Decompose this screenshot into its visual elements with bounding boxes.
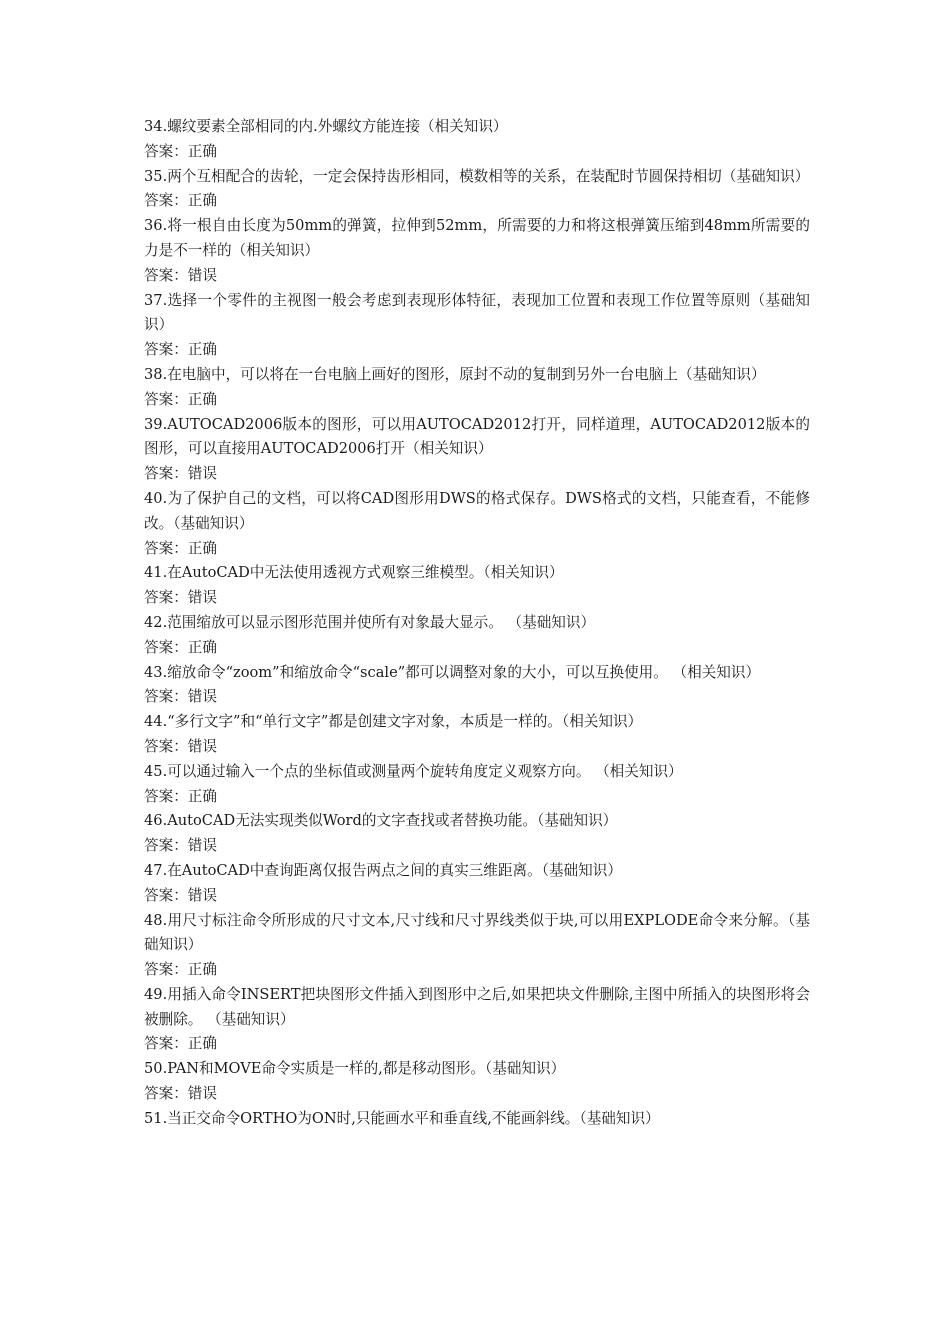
answer-49: 答案：正确 xyxy=(144,1035,217,1053)
question-45: 45.可以通过输入一个点的坐标值或测量两个旋转角度定义观察方向。 （相关知识） xyxy=(144,762,683,780)
question-41: 41.在AutoCAD中无法使用透视方式观察三维模型。（相关知识） xyxy=(144,564,564,582)
answer-50: 答案：错误 xyxy=(144,1085,217,1103)
answer-35: 答案：正确 xyxy=(144,192,217,210)
answer-47: 答案：错误 xyxy=(144,886,217,904)
question-35: 35.两个互相配合的齿轮，一定会保持齿形相同，模数相等的关系，在装配时节圆保持相切（基础知识） xyxy=(144,167,810,185)
document-page xyxy=(144,115,810,1132)
question-36: 36.将一根自由长度为50mm的弹簧，拉伸到52mm，所需要的力和将这根弹簧压缩到48mm所需要的力是不一样的（相关知识） xyxy=(144,217,810,259)
answer-43: 答案：错误 xyxy=(144,688,217,706)
answer-42: 答案：正确 xyxy=(144,638,217,656)
answer-41: 答案：错误 xyxy=(144,589,217,607)
question-42: 42.范围缩放可以显示图形范围并使所有对象最大显示。 （基础知识） xyxy=(144,613,596,631)
answer-44: 答案：错误 xyxy=(144,737,217,755)
question-43: 43.缩放命令“zoom”和缩放命令“scale”都可以调整对象的大小，可以互换使用。 （相关知识） xyxy=(144,663,761,681)
answer-38: 答案：正确 xyxy=(144,390,217,408)
question-37: 37.选择一个零件的主视图一般会考虑到表现形体特征，表现加工位置和表现工作位置等原则（基础知识） xyxy=(144,291,810,334)
question-44: 44.“多行文字”和“单行文字”都是创建文字对象，本质是一样的。（相关知识） xyxy=(144,713,643,731)
question-50: 50.PAN和MOVE命令实质是一样的,都是移动图形。（基础知识） xyxy=(144,1060,566,1078)
question-51: 51.当正交命令ORTHO为ON时,只能画水平和垂直线,不能画斜线。（基础知识） xyxy=(144,1109,660,1127)
question-49: 49.用插入命令INSERT把块图形文件插入到图形中之后,如果把块文件删除,主图中所插入的块图形将会被删除。 （基础知识） xyxy=(144,985,810,1028)
answer-34: 答案：正确 xyxy=(144,142,217,160)
question-38: 38.在电脑中，可以将在一台电脑上画好的图形，原封不动的复制到另外一台电脑上（基础知识） xyxy=(144,365,766,383)
answer-46: 答案：错误 xyxy=(144,837,217,855)
question-48: 48.用尺寸标注命令所形成的尺寸文本,尺寸线和尺寸界线类似于块,可以用EXPLODE命令来分解。（基础知识） xyxy=(144,911,810,954)
question-40: 40.为了保护自己的文档，可以将CAD图形用DWS的格式保存。DWS格式的文档，只能查看，不能修改。（基础知识） xyxy=(144,489,810,532)
answer-45: 答案：正确 xyxy=(144,787,217,805)
answer-40: 答案：正确 xyxy=(144,539,217,557)
question-39: 39.AUTOCAD2006版本的图形，可以用AUTOCAD2012打开，同样道理，AUTOCAD2012版本的图形，可以直接用AUTOCAD2006打开（相关知识） xyxy=(144,415,810,458)
answer-48: 答案：正确 xyxy=(144,961,217,979)
answer-36: 答案：错误 xyxy=(144,266,217,284)
answer-37: 答案：正确 xyxy=(144,341,217,359)
question-47: 47.在AutoCAD中查询距离仅报告两点之间的真实三维距离。（基础知识） xyxy=(144,861,622,879)
question-46: 46.AutoCAD无法实现类似Word的文字查找或者替换功能。（基础知识） xyxy=(144,812,618,830)
question-34: 34.螺纹要素全部相同的内.外螺纹方能连接（相关知识） xyxy=(144,118,508,135)
answer-39: 答案：错误 xyxy=(144,465,217,483)
